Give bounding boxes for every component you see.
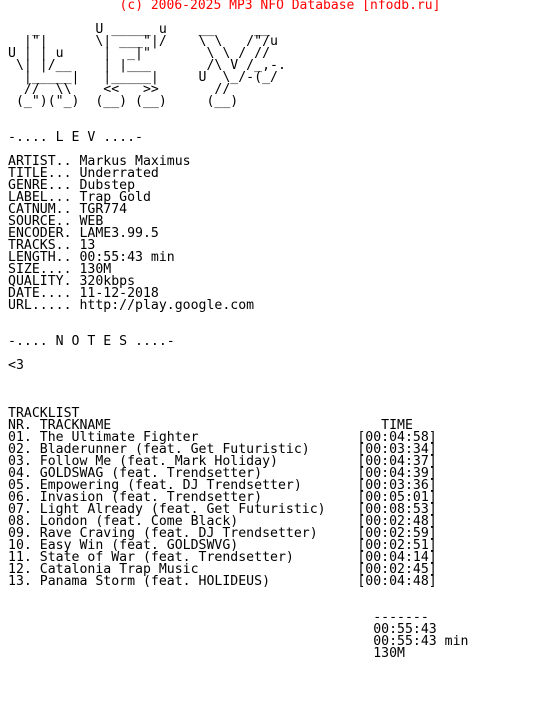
blank-line xyxy=(8,108,469,120)
info-title: TITLE... Underrated xyxy=(8,166,159,181)
header-separator: -.... L E V ....- xyxy=(8,130,143,145)
summary-time: 00:55:43 xyxy=(8,622,437,637)
logo-line: \| |/__ | |___ /\ V /_,-. xyxy=(8,58,286,73)
info-encoder: ENCODER. LAME3.99.5 xyxy=(8,226,159,241)
info-source: SOURCE.. WEB xyxy=(8,214,104,229)
nfo-page xyxy=(8,0,556,708)
info-url: URL..... http://play.google.com xyxy=(8,298,255,313)
track-row: 13. Panama Storm (feat. HOLIDEUS) [00:04:48] xyxy=(8,574,437,589)
info-tracks: TRACKS.. 13 xyxy=(8,238,96,253)
summary-size: 130M xyxy=(8,646,405,661)
logo-line: (_")("_) (__) (__) (__) xyxy=(8,94,239,109)
summary-rule: ------- xyxy=(8,610,429,625)
track-row: 02. Bladerunner (feat. Get Futuristic) [00:03:34] xyxy=(8,442,437,457)
track-row: 01. The Ultimate Fighter [00:04:58] xyxy=(8,430,437,445)
tracklist-title: TRACKLIST xyxy=(8,406,80,421)
tracklist-header: NR. TRACKNAME TIME xyxy=(8,418,413,433)
info-genre: GENRE... Dubstep xyxy=(8,178,136,193)
track-row: 10. Easy Win (feat. GOLDSWVG) [00:02:51] xyxy=(8,538,437,553)
info-size: SIZE.... 130M xyxy=(8,262,112,277)
track-row: 03. Follow Me (feat. Mark Holiday) [00:04:37] xyxy=(8,454,437,469)
track-row: 12. Catalonia Trap Music [00:02:45] xyxy=(8,562,437,577)
blank-line xyxy=(8,372,469,384)
blank-line xyxy=(8,588,469,600)
notes-text: <3 xyxy=(8,358,24,373)
info-artist: ARTIST.. Markus Maximus xyxy=(8,154,191,169)
track-row: 07. Light Already (feat. Get Futuristic) [00:08:53] xyxy=(8,502,437,517)
logo-line: // \\ << >> // xyxy=(8,82,231,97)
info-length: LENGTH.. 00:55:43 min xyxy=(8,250,175,265)
blank-line xyxy=(8,348,469,360)
blank-line xyxy=(8,384,469,396)
info-catnum: CATNUM.. TGR774 xyxy=(8,202,128,217)
logo-line: _ U _____ u __ __ xyxy=(8,22,271,37)
track-row: 08. London (feat. Come Black) [00:02:48] xyxy=(8,514,437,529)
logo-line: U | | u | _|" \ \ / // xyxy=(8,46,271,61)
track-row: 04. GOLDSWAG (feat. Trendsetter) [00:04:39] xyxy=(8,466,437,481)
track-row: 05. Empowering (feat. DJ Trendsetter) [00:03:36] xyxy=(8,478,437,493)
info-date: DATE.... 11-12-2018 xyxy=(8,286,159,301)
notes-separator: -.... N O T E S ....- xyxy=(8,334,175,349)
track-row: 09. Rave Craving (feat. DJ Trendsetter) [00:02:59] xyxy=(8,526,437,541)
blank-line xyxy=(8,312,469,324)
logo-line: |_____| |_____| U \_/-(_/ xyxy=(8,70,278,85)
info-quality: QUALITY. 320kbps xyxy=(8,274,136,289)
logo-line: |"| \| ___"|/ \ \ /"/u xyxy=(8,34,278,49)
track-row: 11. State of War (feat. Trendsetter) [00:04:14] xyxy=(8,550,437,565)
info-label: LABEL... Trap Gold xyxy=(8,190,151,205)
track-row: 06. Invasion (feat. Trendsetter) [00:05:01] xyxy=(8,490,437,505)
summary-length: 00:55:43 min xyxy=(8,634,469,649)
nfo-text xyxy=(8,12,469,660)
nfodb-credit[interactable]: (c) 2006-2025 MP3 NFO Database [nfodb.ru] xyxy=(119,0,441,13)
